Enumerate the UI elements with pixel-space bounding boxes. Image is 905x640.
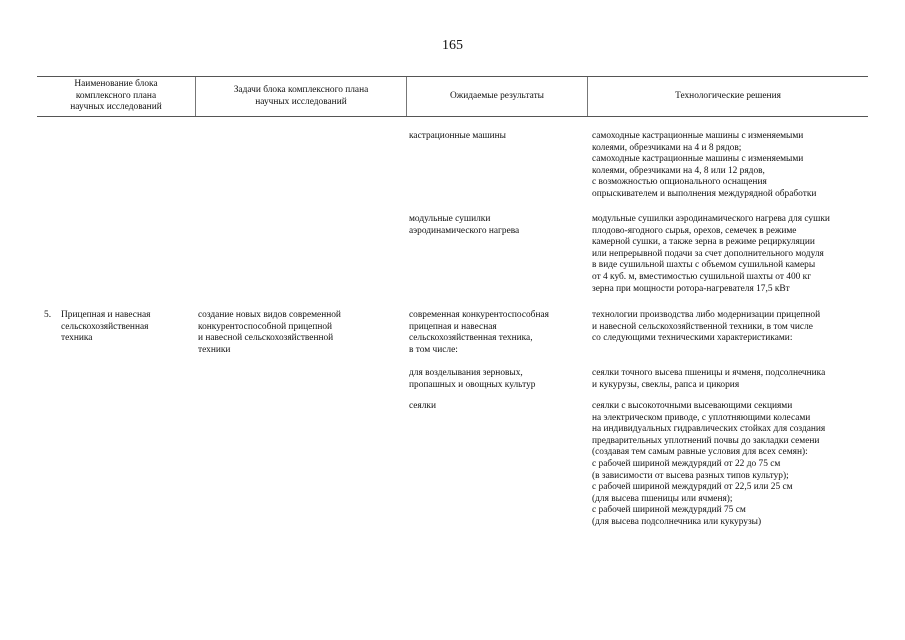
r3-number: 5. <box>44 310 52 320</box>
r5-result: сеялки <box>409 401 436 411</box>
r3-result: современная конкурентоспособная прицепная и навесная сельскохозяйственная техника, в том числе: <box>409 310 549 355</box>
header-tech-text: Технологические решения <box>675 90 781 101</box>
r4-result: для возделывания зерновых, пропашных и овощных культур <box>409 368 536 390</box>
r1-tech: самоходные кастрационные машины с изменяемыми колеями, обрезчиками на 4 и 8 рядов; самоходные кастрационные машины с изменяемыми колеями, обрезчиками на 4, 8 или 12 рядов, с возможностью опционального оснащения опрыскивателем и выполнения междурядной обработки <box>592 131 817 199</box>
r3-block-name: Прицепная и навесная сельскохозяйственная техника <box>61 310 151 344</box>
r1-result: кастрационные машины <box>409 131 506 141</box>
r2-result: модульные сушилки аэродинамического нагрева <box>409 214 520 236</box>
r5-tech: сеялки с высокоточными высевающими секциями на электрическом приводе, с уплотняющими колесами на индивидуальных гидравлических стойках для создания предварительных уплотнений почвы до закладки семени (создавая тем самым равные условия для всех семян): с рабочей шириной междурядий от 22 до 75 см (в зависимости от высева разных типов культур); с рабочей шириной междурядий от 22,5 или 25 см (для высева пшеницы или ячменя); с рабочей шириной междурядий 75 см (для высева подсолнечника или кукурузы) <box>592 401 826 527</box>
header-tasks <box>195 77 406 116</box>
r2-tech: модульные сушилки аэродинамического нагрева для сушки плодово-ягодного сырья, орехов, семечек в режиме камерной сушки, а также зерна в режиме рециркуляции или непрерывной подачи за счет дополнительного модуля в виде сушильной шахты с объемом сушильной камеры от 4 куб. м, вместимостью сушильной шахты от 400 кг зерна при мощности ротора-нагревателя 17,5 кВт <box>592 214 830 294</box>
header-results <box>406 77 587 116</box>
document-table <box>37 76 868 117</box>
header-block-name <box>37 77 195 116</box>
r4-tech: сеялки точного высева пшеницы и ячменя, подсолнечника и кукурузы, свеклы, рапса и цикория <box>592 368 826 390</box>
header-results-text: Ожидаемые результаты <box>450 90 544 101</box>
page-number: 165 <box>442 38 463 53</box>
r3-task: создание новых видов современной конкурентоспособной прицепной и навесной сельскохозяйственной техники <box>198 310 341 355</box>
header-tasks-text: Задачи блока комплексного плана научных исследований <box>233 85 369 107</box>
header-block-name-text: Наименование блока комплексного плана научных исследований <box>70 79 162 113</box>
table-header <box>37 76 868 117</box>
r3-tech: технологии производства либо модернизации прицепной и навесной сельскохозяйственной техники, в том числе со следующими техническими характеристиками: <box>592 310 821 344</box>
header-tech <box>587 77 868 116</box>
